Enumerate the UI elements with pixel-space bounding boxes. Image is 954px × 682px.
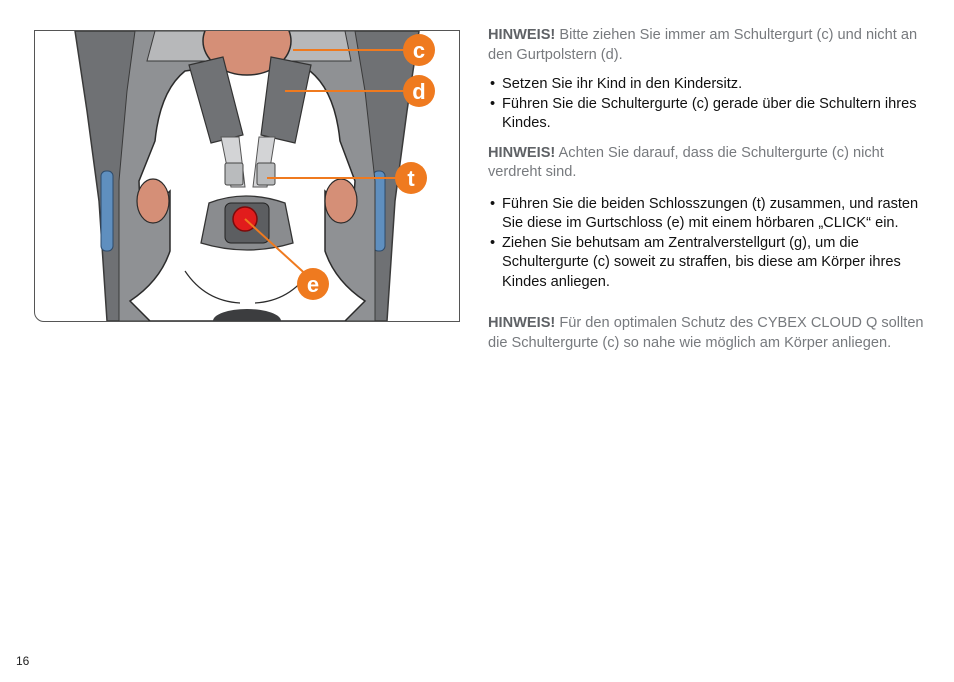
svg-text:t: t [407,166,415,191]
page-number: 16 [16,654,30,668]
seat-illustration [34,30,460,322]
svg-text:c: c [412,38,426,63]
note-3-label: HINWEIS! [488,315,556,331]
seat-trim-left [101,171,113,251]
buckle-tongue-right [257,163,275,185]
list-item: • Ziehen Sie behutsam am Zentralverstellgurt (g), um die Schultergurte (c) soweit zu straffen, bis diese am Körper ihres Kindes anliegen. [488,234,928,293]
instruction-list-1 [488,75,928,134]
note-1-label: HINWEIS! [488,27,556,43]
baby-hand-right [325,179,357,223]
note-1 [488,26,928,65]
list-item: • Führen Sie die beiden Schlosszungen (t) zusammen, und rasten Sie diese im Gurtschloss (e) mit einem hörbaren „CLICK“ ein. [488,195,928,234]
note-1-text: Bitte ziehen Sie immer am Schultergurt (c) und nicht an den Gurtpolstern (d). [488,27,918,63]
instructions-column [488,26,928,353]
svg-text:d: d [412,79,426,104]
buckle-tongue-left [225,163,243,185]
baby-hand-left [137,179,169,223]
callout-d [403,75,435,107]
note-2 [488,144,928,183]
callout-e [297,268,329,300]
note-2-text: Achten Sie darauf, dass die Schultergurte (c) nicht verdreht sind. [488,144,884,180]
list-item: • Setzen Sie ihr Kind in den Kindersitz. [488,75,928,95]
list-item: • Führen Sie die Schultergurte (c) gerade über die Schultern ihres Kindes. [488,95,928,134]
seat-illustration-svg [35,31,459,321]
svg-text:e: e [306,272,320,297]
note-3-text: Für den optimalen Schutz des CYBEX CLOUD Q sollten die Schultergurte (c) so nahe wie möglich am Körper anliegen. [488,315,924,351]
note-2-label: HINWEIS! [488,144,556,161]
instruction-list-2 [488,195,928,293]
note-3 [488,314,928,353]
callout-t [395,162,427,194]
callout-c [403,34,435,66]
